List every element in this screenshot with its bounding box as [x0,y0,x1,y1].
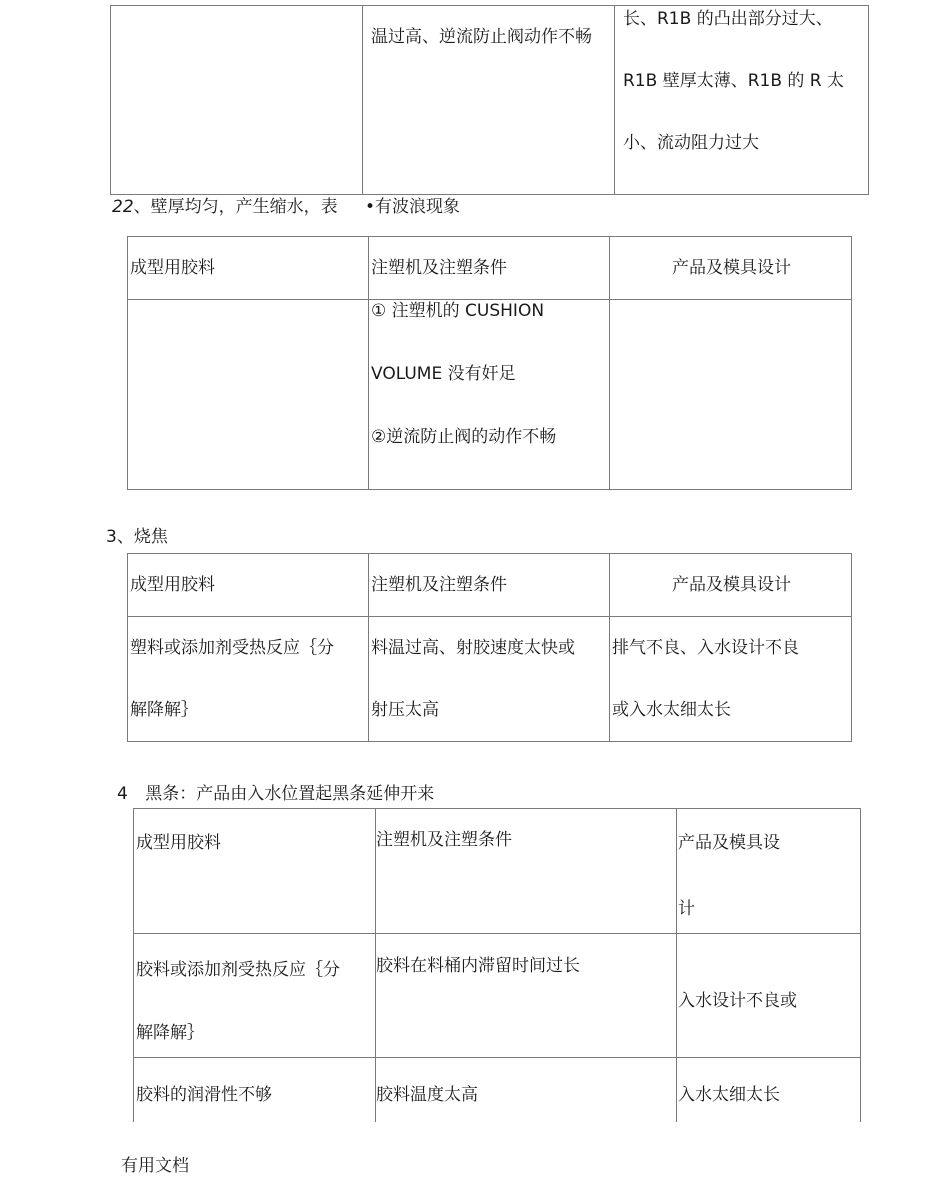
cell-line: ②逆流防止阀的动作不畅 [371,427,557,447]
heading-number: 4 [117,784,128,804]
section-heading [112,195,338,219]
cell-line: 射压太高 [371,700,439,720]
page-footer: 有用文档 [121,1156,189,1176]
cell-text: 胶料在料桶内滞留时间过长 [376,956,580,976]
table-cell [615,0,869,177]
table-continued [110,5,869,195]
table-header: 成型用胶料 [136,833,221,853]
cell-line: 或入水太细太长 [612,700,731,720]
cell-text: 入水设计不良或 [678,991,797,1011]
table-section2 [127,236,852,490]
heading-number: 22 [112,197,134,217]
table-cell [369,280,610,470]
table-header: 成型用胶料 [128,554,369,617]
table-header: 产品及模具设计 [610,554,852,617]
cell-line: R1B 壁厚太薄、R1B 的 R 太 [623,71,845,91]
table-header: 注塑机及注塑条件 [369,554,610,617]
cell-line: ① 注塑机的 CUSHION [371,301,545,321]
cell-line: 小、流动阻力过大 [623,133,759,153]
table-header: 成型用胶料 [128,237,369,300]
table-cell [610,300,852,490]
cell-text: 胶料温度太高 [376,1085,478,1105]
cell-line: 料温过高、射胶速度太快或 [371,638,575,658]
section-heading-tail: •有波浪现象 [365,197,461,217]
section-heading [117,782,434,806]
heading-text: 黑条：产品由入水位置起黑条延伸开来 [145,784,435,804]
table-header-tail: 计 [678,899,695,919]
table-cell [128,300,369,490]
table-cell [363,6,615,195]
table-header: 注塑机及注塑条件 [376,830,512,850]
cell-text: 胶料的润滑性不够 [136,1085,272,1105]
section-heading: 3、烧焦 [106,527,168,547]
cell-line: VOLUME 没有奸足 [371,364,516,384]
cell-text: 入水太细太长 [678,1085,780,1105]
table-header: 注塑机及注塑条件 [369,237,610,300]
cell-text: 温过高、逆流防止阀动作不畅 [371,27,592,47]
cell-line: 解降解｝ [130,700,198,720]
table-cell [111,6,363,195]
cell-line: 解降解｝ [136,1023,204,1043]
heading-text: 、壁厚均匀，产生缩水，表 [133,197,338,217]
cell-line: 胶料或添加剂受热反应｛分 [136,960,340,980]
cell-line: 塑料或添加剂受热反应｛分 [130,638,334,658]
table-header: 产品及模具设计 [610,237,852,300]
table-cell [610,617,852,742]
cell-line: 排气不良、入水设计不良 [612,638,799,658]
table-header: 产品及模具设 [678,833,780,853]
table-section3 [127,553,852,742]
table-cell [369,617,610,742]
table-section4 [133,808,861,1122]
cell-line: 长、R1B 的凸出部分过大、 [623,9,833,29]
table-cell [128,617,369,742]
